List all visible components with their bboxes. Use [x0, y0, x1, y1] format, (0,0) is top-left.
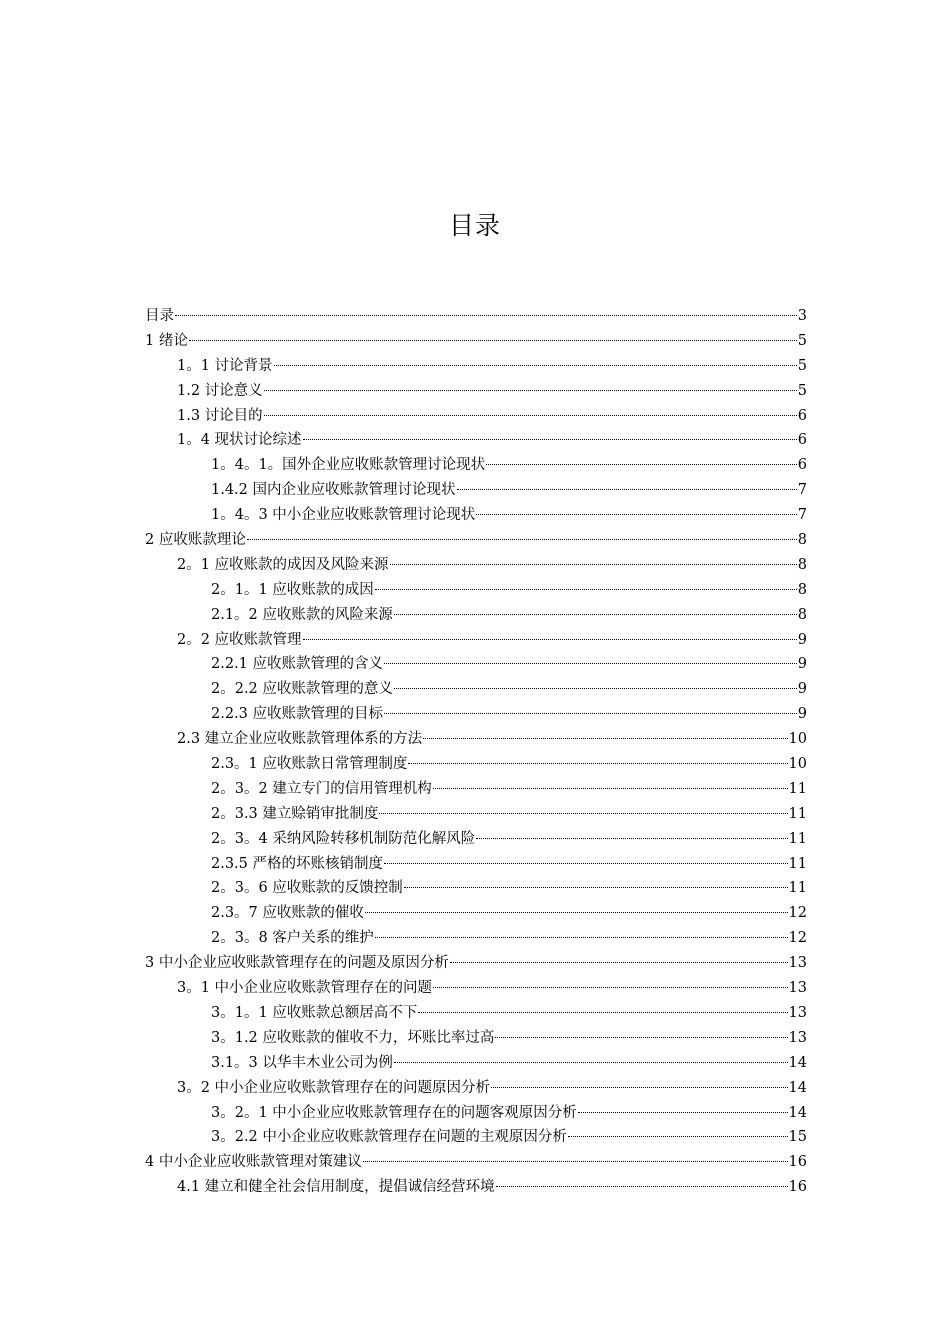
- toc-entry[interactable]: [145, 702, 807, 727]
- toc-entry[interactable]: [145, 628, 807, 653]
- toc-entry-title: 3 中小企业应收账款管理存在的问题及原因分析: [145, 955, 449, 972]
- dot-leader: [578, 1112, 788, 1113]
- toc-entry[interactable]: [145, 379, 807, 404]
- toc-entry[interactable]: [145, 901, 807, 926]
- toc-entry-page-number: 12: [788, 905, 807, 922]
- toc-entry[interactable]: [145, 1101, 807, 1126]
- toc-entry-page-number: 6: [797, 407, 807, 424]
- toc-entry-page-number: 10: [788, 731, 807, 748]
- toc-entry-title: 3。1。1 应收账款总额居高不下: [211, 1004, 418, 1021]
- toc-entry-page-number: 14: [788, 1104, 807, 1121]
- dot-leader: [264, 390, 797, 391]
- toc-entry[interactable]: [145, 1026, 807, 1051]
- toc-entry-page-number: 8: [797, 556, 807, 573]
- toc-entry-page-number: 11: [788, 880, 807, 897]
- toc-entry-title: 2.1。2 应收账款的风险来源: [211, 606, 393, 623]
- toc-entry-page-number: 7: [797, 507, 807, 524]
- toc-entry-page-number: 11: [788, 805, 807, 822]
- toc-entry-title: 2.3。7 应收账款的催收: [211, 905, 364, 922]
- dot-leader: [457, 489, 797, 490]
- toc-entry-title: 3.1。3 以华丰木业公司为例: [211, 1054, 393, 1071]
- dot-leader: [384, 863, 788, 864]
- toc-entry-title: 1。4。3 中小企业应收账款管理讨论现状: [211, 507, 476, 524]
- toc-entry-title: 3。2 中小企业应收账款管理存在的问题原因分析: [177, 1079, 491, 1096]
- toc-entry-title: 2 应收账款理论: [145, 532, 246, 549]
- toc-entry[interactable]: [145, 1001, 807, 1026]
- toc-entry-page-number: 6: [797, 457, 807, 474]
- toc-entry[interactable]: [145, 553, 807, 578]
- toc-entry-title: 2.2.1 应收账款管理的含义: [211, 656, 384, 673]
- toc-entry[interactable]: [145, 354, 807, 379]
- toc-entry-page-number: 9: [797, 706, 807, 723]
- dot-leader: [274, 365, 797, 366]
- toc-entry[interactable]: [145, 478, 807, 503]
- dot-leader: [394, 614, 797, 615]
- dot-leader: [418, 1012, 787, 1013]
- toc-entry-page-number: 13: [788, 1004, 807, 1021]
- dot-leader: [486, 464, 797, 465]
- toc-entry[interactable]: [145, 777, 807, 802]
- toc-entry-page-number: 8: [797, 532, 807, 549]
- toc-entry-title: 3。2。1 中小企业应收账款管理存在的问题客观原因分析: [211, 1104, 577, 1121]
- toc-entry-page-number: 16: [788, 1154, 807, 1171]
- toc-heading: 目录: [448, 211, 501, 240]
- toc-entry-title: 1.3 讨论目的: [177, 407, 263, 424]
- toc-entry[interactable]: [145, 677, 807, 702]
- dot-leader: [189, 340, 797, 341]
- toc-entry-page-number: 5: [797, 382, 807, 399]
- dot-leader: [247, 539, 797, 540]
- dot-leader: [394, 688, 797, 689]
- toc-entry-page-number: 9: [797, 656, 807, 673]
- dot-leader: [375, 937, 788, 938]
- toc-entry-page-number: 15: [788, 1129, 807, 1146]
- toc-entry[interactable]: [145, 453, 807, 478]
- toc-entry[interactable]: [145, 802, 807, 827]
- toc-entry[interactable]: [145, 528, 807, 553]
- toc-entry[interactable]: [145, 603, 807, 628]
- toc-entry-title: 3。2.2 中小企业应收账款管理存在问题的主观原因分析: [211, 1129, 567, 1146]
- toc-entry[interactable]: [145, 1175, 807, 1200]
- toc-entry-title: 2。2 应收账款管理: [177, 631, 302, 648]
- toc-entry-title: 目录: [145, 308, 174, 324]
- toc-entry-page-number: 11: [788, 855, 807, 872]
- dot-leader: [379, 813, 787, 814]
- toc-entry[interactable]: [145, 1150, 807, 1175]
- toc-entry-page-number: 3: [797, 308, 807, 324]
- toc-entry-page-number: 11: [788, 830, 807, 847]
- toc-entry-title: 1。1 讨论背景: [177, 357, 273, 374]
- toc-entry-title: 2。3.3 建立赊销审批制度: [211, 805, 379, 822]
- toc-entry-title: 2.3。1 应收账款日常管理制度: [211, 756, 408, 773]
- toc-entry-page-number: 10: [788, 756, 807, 773]
- dot-leader: [433, 987, 787, 988]
- dot-leader: [365, 912, 788, 913]
- toc-entry[interactable]: [145, 652, 807, 677]
- toc-entry-page-number: 13: [788, 955, 807, 972]
- dot-leader: [375, 589, 797, 590]
- toc-entry-page-number: 8: [797, 581, 807, 598]
- dot-leader: [476, 514, 796, 515]
- toc-entry[interactable]: [145, 951, 807, 976]
- toc-entry[interactable]: [145, 329, 807, 354]
- toc-entry[interactable]: [145, 876, 807, 901]
- dot-leader: [394, 1062, 788, 1063]
- toc-entry-title: 4.1 建立和健全社会信用制度，提倡诚信经营环境: [177, 1179, 495, 1196]
- toc-entry-title: 3。1 中小企业应收账款管理存在的问题: [177, 980, 433, 997]
- dot-leader: [496, 1186, 788, 1187]
- toc-entry-page-number: 14: [788, 1079, 807, 1096]
- toc-entry-page-number: 5: [797, 357, 807, 374]
- toc-entry[interactable]: [145, 404, 807, 429]
- toc-entry-page-number: 8: [797, 606, 807, 623]
- toc-entry-page-number: 7: [797, 482, 807, 499]
- toc-entry[interactable]: [145, 1076, 807, 1101]
- toc-entry-page-number: 14: [788, 1054, 807, 1071]
- toc-entry-title: 1.2 讨论意义: [177, 382, 263, 399]
- dot-leader: [175, 315, 797, 316]
- toc-entry[interactable]: [145, 1051, 807, 1076]
- toc-entry-title: 4 中小企业应收账款管理对策建议: [145, 1154, 362, 1171]
- toc-entry-page-number: 12: [788, 930, 807, 947]
- dot-leader: [491, 1087, 787, 1088]
- toc-entry-title: 1.4.2 国内企业应收账款管理讨论现状: [211, 482, 456, 499]
- toc-entry[interactable]: [145, 578, 807, 603]
- toc-entry-title: 1。4。1。国外企业应收账款管理讨论现状: [211, 457, 486, 474]
- dot-leader: [384, 713, 797, 714]
- toc-entry[interactable]: [145, 727, 807, 752]
- toc-entry-page-number: 9: [797, 681, 807, 698]
- toc-entry[interactable]: [145, 304, 807, 329]
- dot-leader: [408, 763, 787, 764]
- toc-entry-title: 2.3.5 严格的坏账核销制度: [211, 855, 384, 872]
- dot-leader: [303, 639, 797, 640]
- dot-leader: [423, 738, 787, 739]
- toc-entry-title: 2。1。1 应收账款的成因: [211, 581, 374, 598]
- toc-entry-title: 2。2.2 应收账款管理的意义: [211, 681, 393, 698]
- toc-entry-page-number: 13: [788, 1029, 807, 1046]
- toc-entry-page-number: 16: [788, 1179, 807, 1196]
- dot-leader: [568, 1136, 788, 1137]
- toc-entry-title: 2。3。2 建立专门的信用管理机构: [211, 780, 432, 797]
- dot-leader: [433, 788, 788, 789]
- toc-entry-page-number: 5: [797, 332, 807, 349]
- toc-entry[interactable]: [145, 926, 807, 951]
- toc-entry[interactable]: [145, 1125, 807, 1150]
- toc-entry[interactable]: [145, 503, 807, 528]
- toc-entry-title: 2。1 应收账款的成因及风险来源: [177, 556, 389, 573]
- dot-leader: [476, 838, 787, 839]
- toc-entry-title: 2。3。4 采纳风险转移机制防范化解风险: [211, 830, 476, 847]
- toc-entry-title: 1。4 现状讨论综述: [177, 432, 302, 449]
- toc-entry[interactable]: [145, 428, 807, 453]
- dot-leader: [450, 962, 788, 963]
- toc-entry[interactable]: [145, 752, 807, 777]
- dot-leader: [404, 887, 788, 888]
- toc-entry[interactable]: [145, 827, 807, 852]
- toc-entry-title: 2.3 建立企业应收账款管理体系的方法: [177, 731, 423, 748]
- toc-entry-title: 2.2.3 应收账款管理的目标: [211, 706, 384, 723]
- toc-entry-title: 2。3。8 客户关系的维护: [211, 930, 374, 947]
- toc-entry-page-number: 6: [797, 432, 807, 449]
- dot-leader: [363, 1161, 788, 1162]
- toc-entry-page-number: 9: [797, 631, 807, 648]
- dot-leader: [264, 415, 797, 416]
- dot-leader: [390, 564, 797, 565]
- toc-entry-page-number: 11: [788, 780, 807, 797]
- toc-entry-title: 3。1.2 应收账款的催收不力，坏账比率过高: [211, 1029, 495, 1046]
- toc-entry-title: 2。3。6 应收账款的反馈控制: [211, 880, 403, 897]
- dot-leader: [495, 1037, 787, 1038]
- table-of-contents: [145, 304, 807, 1200]
- toc-entry-page-number: 13: [788, 980, 807, 997]
- toc-entry[interactable]: [145, 976, 807, 1001]
- dot-leader: [384, 663, 797, 664]
- dot-leader: [303, 439, 797, 440]
- toc-entry-title: 1 绪论: [145, 332, 188, 349]
- toc-entry[interactable]: [145, 852, 807, 877]
